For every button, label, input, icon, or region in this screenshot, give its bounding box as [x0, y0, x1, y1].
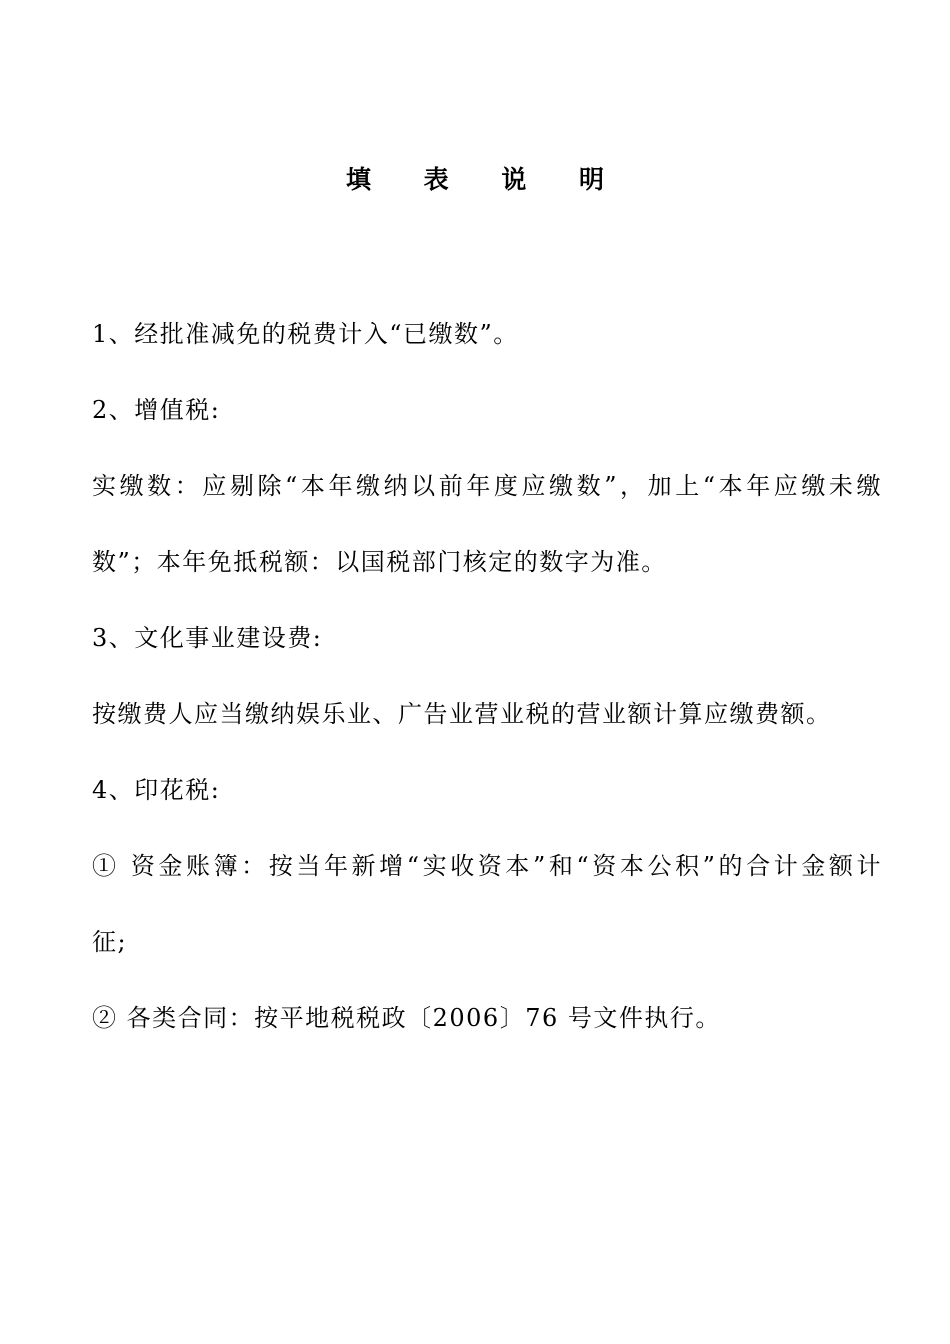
note-item-3-text: 按缴费人应当缴纳娱乐业、广告业营业税的营业额计算应缴费额。 — [92, 700, 832, 728]
note-item-3-heading: 3、文化事业建设费: — [92, 624, 323, 652]
note-item-4-heading: 4、印花税: — [92, 776, 221, 804]
note-item-4-sub-1-line-2: 征; — [92, 928, 128, 956]
note-item-2-text-line-1: 实缴数：应剔除“本年缴纳以前年度应缴数”，加上“本年应缴未缴 — [92, 472, 882, 500]
note-item-2-text-line-2: 数”；本年免抵税额：以国税部门核定的数字为准。 — [92, 548, 667, 576]
note-item-4-sub-1-line-1: ① 资金账簿：按当年新增“实收资本”和“资本公积”的合计金额计 — [92, 852, 882, 880]
page-title: 填 表 说 明 — [345, 165, 627, 194]
note-item-1: 1、经批准减免的税费计入“已缴数”。 — [92, 320, 519, 348]
note-item-4-sub-2: ② 各类合同：按平地税税政〔2006〕76 号文件执行。 — [92, 1004, 721, 1032]
note-item-2-heading: 2、增值税: — [92, 396, 221, 424]
